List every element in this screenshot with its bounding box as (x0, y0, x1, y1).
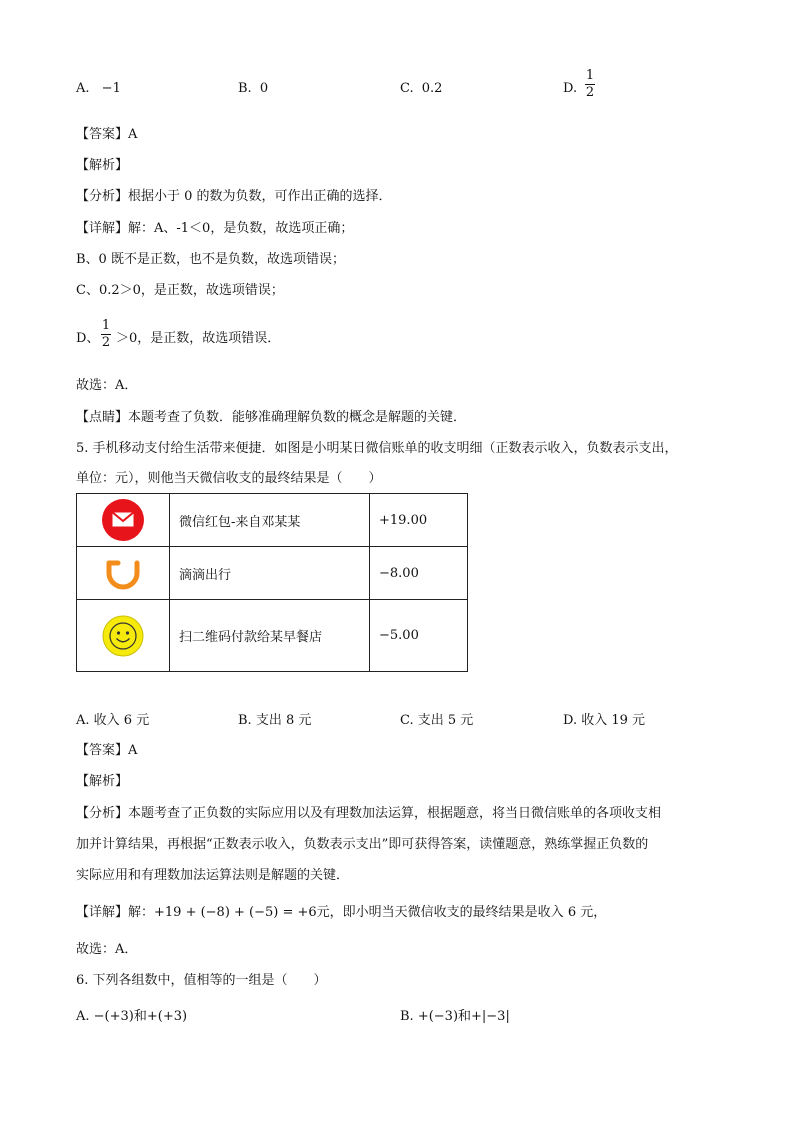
q5-analysis-line-3: 实际应用和有理数加法运算法则是解题的关键． (76, 868, 350, 883)
q4-analysis: 【分析】根据小于 0 的数为负数，可作出正确的选择． (76, 189, 392, 204)
q5-stem-line-1: 5. 手机移动支付给生活带来便捷．如图是小明某日微信账单的收支明细（正数表示收入，负数表示支出， (76, 441, 678, 456)
q6-option-a: A. −(+3)和+(+3) (76, 1009, 188, 1024)
table-cell-icon (77, 494, 170, 547)
q4-option-d-fraction (585, 69, 595, 100)
q4-detail-line-2: B、0 既不是正数，也不是负数，故选项错误； (76, 252, 345, 267)
q5-option-c: C. 支出 5 元 (400, 713, 474, 728)
table-row (77, 494, 468, 547)
q4-option-a-value: −1 (101, 81, 121, 96)
q4-option-b-value: 0 (259, 81, 269, 96)
q4-option-a (76, 80, 121, 98)
q5-detail: 【详解】解：+19 + (−8) + (−5) = +6元，即小明当天微信收支的最终结果是收入 6 元， (76, 905, 607, 920)
q5-stem-line-2: 单位：元），则他当天微信收支的最终结果是（ ） (76, 471, 382, 486)
q4-option-d (563, 80, 577, 98)
q4-option-c-letter: C. (400, 81, 414, 96)
q4-option-d-letter: D. (563, 81, 578, 96)
smiley-icon (101, 614, 145, 658)
table-cell-amount: −5.00 (370, 600, 468, 672)
q5-choose: 故选：A． (76, 942, 138, 957)
table-row (77, 600, 468, 672)
q4-detail-line-3: C、0.2＞0，是正数，故选项错误； (76, 283, 284, 298)
table-cell-description: 滴滴出行 (170, 547, 370, 600)
q4-option-b (238, 80, 268, 98)
q5-option-a: A. 收入 6 元 (76, 713, 150, 728)
q4-analysis-heading: 【解析】 (76, 158, 129, 173)
table-cell-description: 微信红包-来自邓某某 (170, 494, 370, 547)
q5-analysis-line-1: 【分析】本题考查了正负数的实际应用以及有理数加法运算，根据题意，将当日微信账单的各项收支相 (76, 806, 662, 821)
fraction-denominator: 2 (585, 85, 595, 100)
didi-icon (103, 555, 143, 591)
q5-option-d: D. 收入 19 元 (563, 713, 646, 728)
q4-option-b-letter: B. (238, 81, 252, 96)
fraction-denominator: 2 (101, 335, 111, 350)
red-envelope-icon (99, 496, 147, 544)
q4-detail-fraction (101, 319, 111, 350)
q4-choose: 故选：A． (76, 378, 138, 393)
fraction-numerator: 1 (101, 318, 111, 333)
table-cell-description: 扫二维码付款给某早餐店 (170, 600, 370, 672)
table-row (77, 547, 468, 600)
q4-option-a-letter: A. (76, 81, 90, 96)
q5-bill-table (76, 493, 468, 672)
q6-option-b: B. +(−3)和+|−3| (400, 1009, 510, 1024)
table-cell-amount: +19.00 (370, 494, 468, 547)
q6-stem: 6. 下列各组数中，值相等的一组是（ ） (76, 973, 327, 988)
fraction-numerator: 1 (585, 68, 595, 83)
q4-option-c (400, 80, 442, 98)
q5-analysis-heading: 【解析】 (76, 774, 129, 789)
q4-comment: 【点睛】本题考查了负数．能够准确理解负数的概念是解题的关键． (76, 410, 467, 425)
table-cell-icon (77, 600, 170, 672)
q5-option-b: B. 支出 8 元 (238, 713, 312, 728)
q5-answer: 【答案】A (76, 743, 138, 758)
q5-analysis-line-2: 加并计算结果，再根据“正数表示收入，负数表示支出”即可获得答案，读懂题意，熟练掌握正负数的 (76, 837, 649, 852)
q4-detail-line-1: 【详解】解：A、-1＜0，是负数，故选项正确； (76, 221, 354, 236)
table-cell-icon (77, 547, 170, 600)
q4-answer: 【答案】A (76, 127, 138, 142)
q4-detail-line-4-suffix: ＞0，是正数，故选项错误． (116, 331, 281, 346)
q4-detail-line-4-prefix: D、 (76, 331, 100, 346)
q4-option-c-value: 0.2 (421, 81, 443, 96)
table-cell-amount: −8.00 (370, 547, 468, 600)
